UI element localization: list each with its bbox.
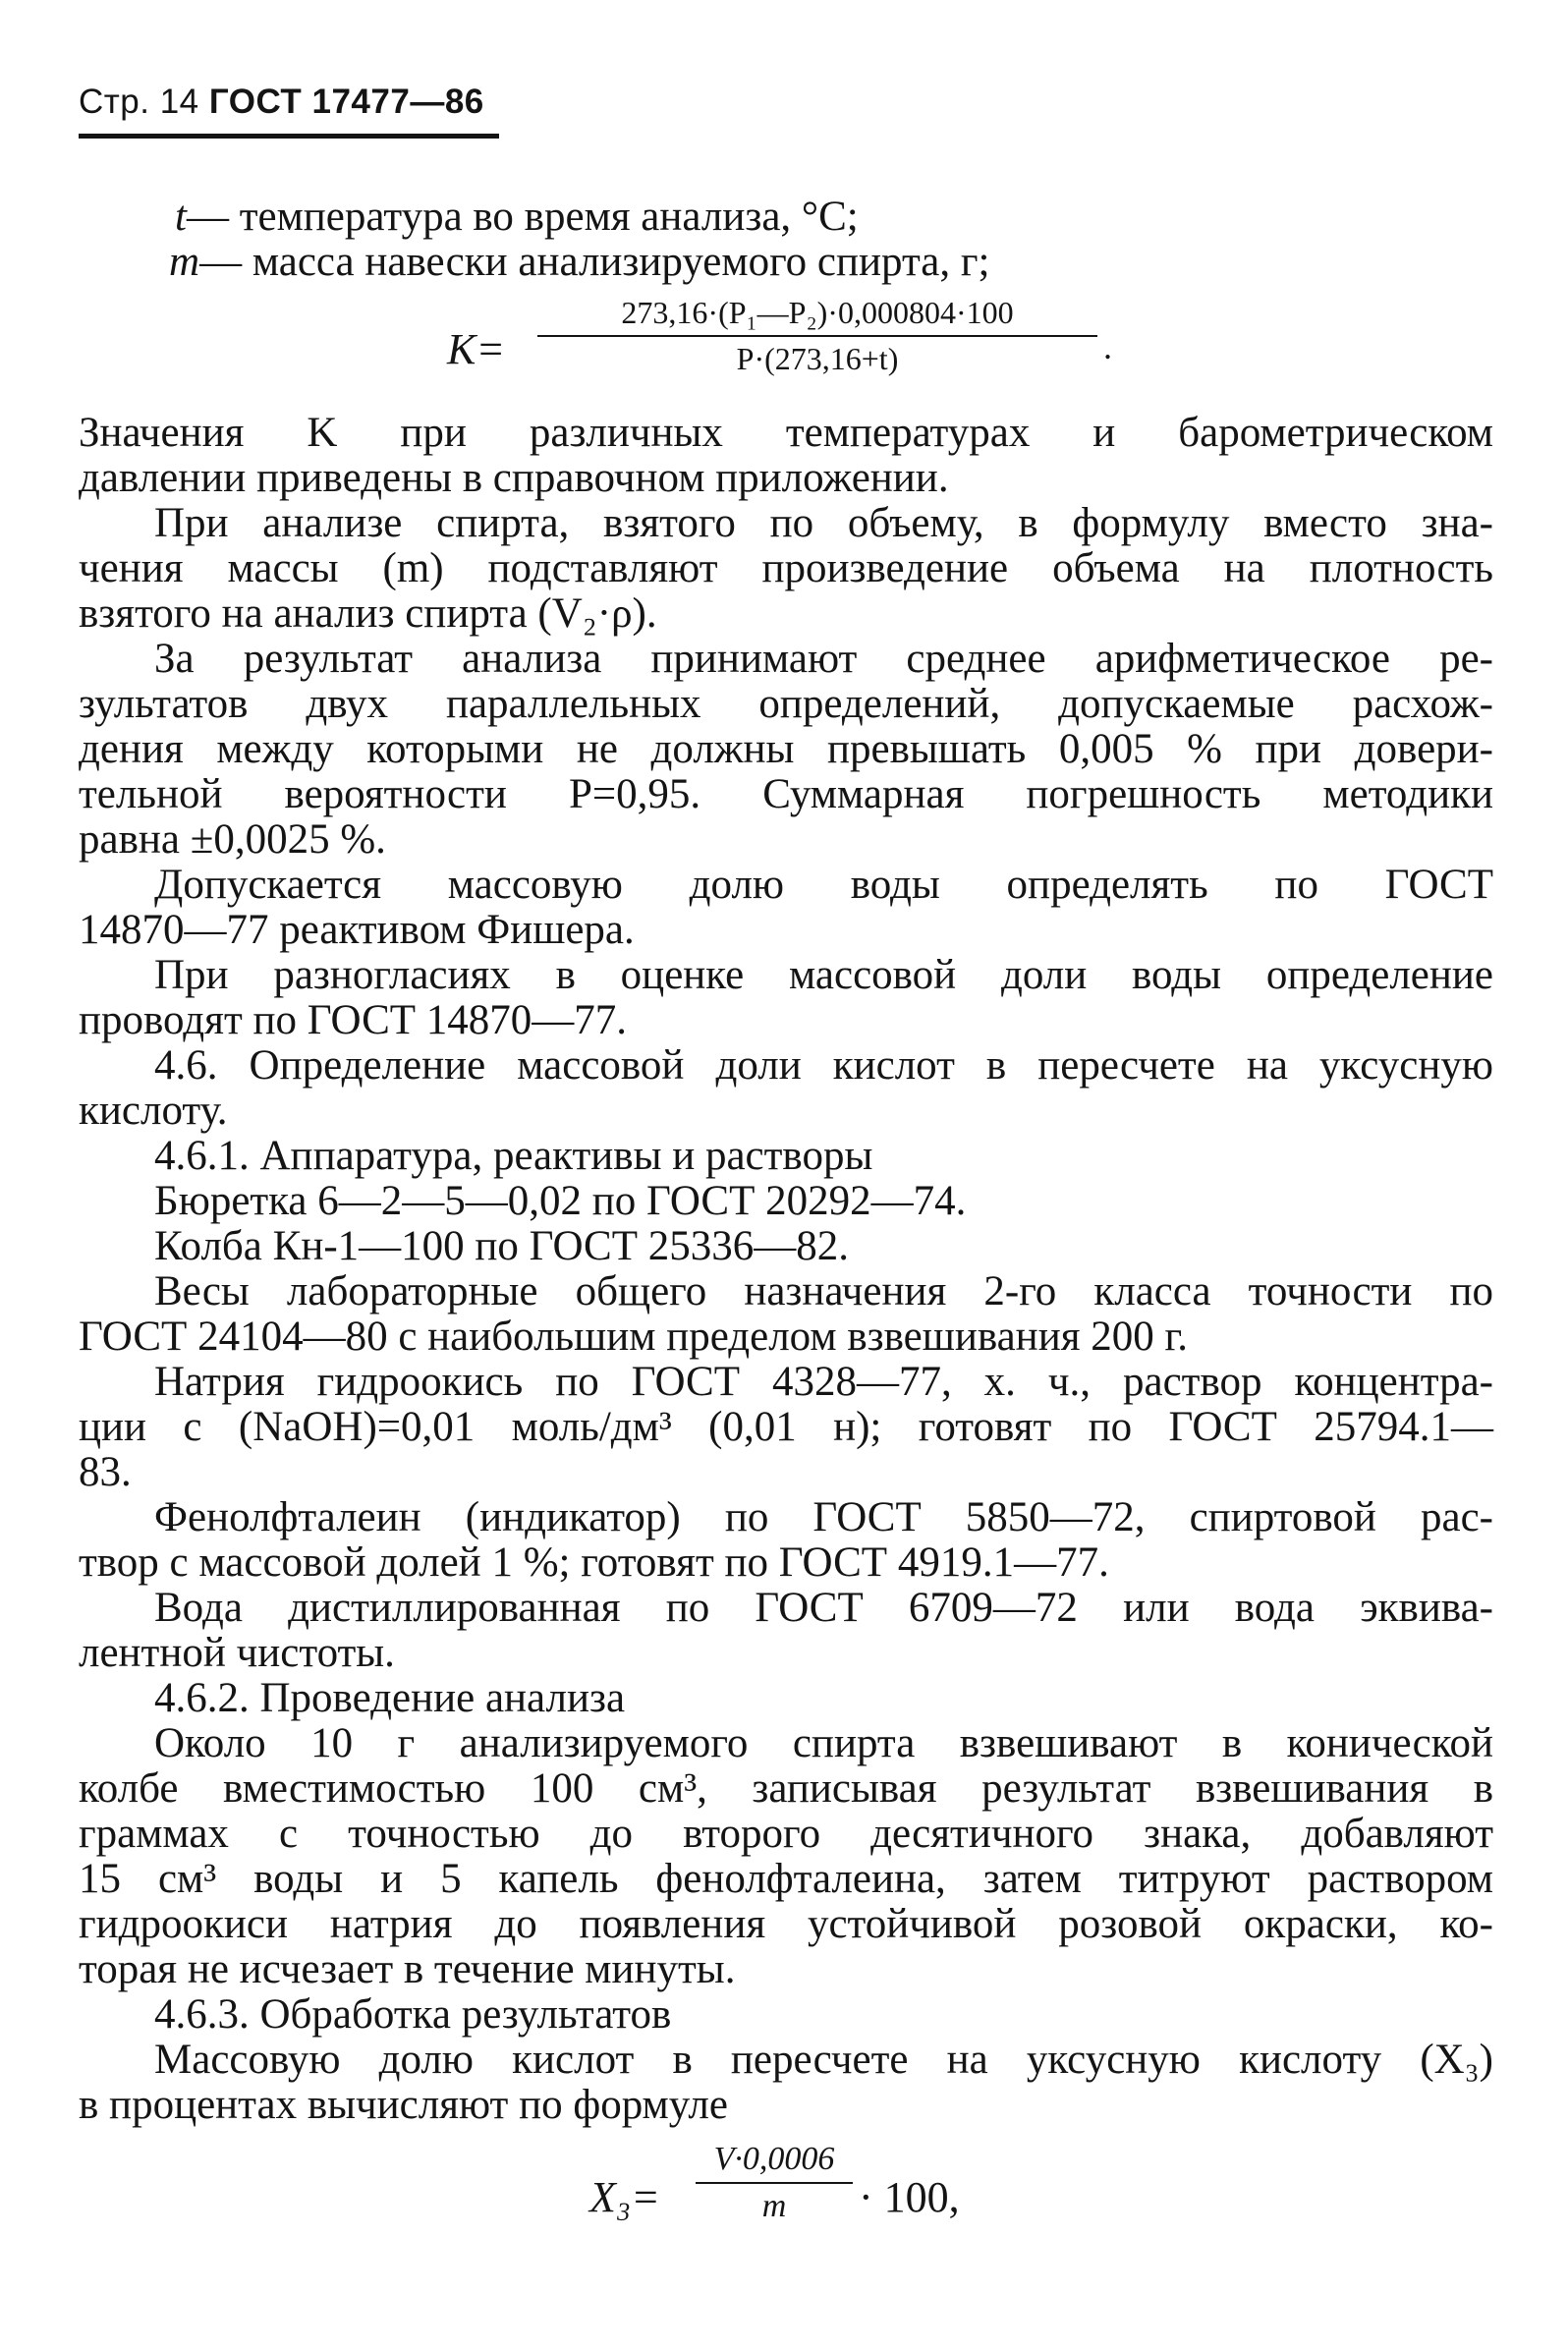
subsection-heading: 4.6.3. Обработка результатов <box>154 1991 672 2038</box>
text-line: Массовую долю кислот в пересчете на уксусную кислоту (X₃) <box>154 2037 1493 2083</box>
formula-k-bar <box>537 335 1097 337</box>
text-line: равна ±0,0025 %. <box>79 816 386 863</box>
text-line: взятого на анализ спирта (V₂·ρ). <box>79 590 657 637</box>
page-header <box>79 83 484 122</box>
text-line: проводят по ГОСТ 14870—77. <box>79 997 628 1043</box>
formula-x3-tail: · 100, <box>859 2173 960 2221</box>
definition-t-text: — температура во время анализа, °С; <box>186 194 859 240</box>
text-line: кислоту. <box>79 1088 228 1134</box>
subsection-heading: 4.6.1. Аппаратура, реактивы и растворы <box>154 1133 873 1179</box>
text-line: Колба Кн-1—100 по ГОСТ 25336—82. <box>154 1223 849 1269</box>
text-line: Натрия гидроокись по ГОСТ 4328—77, х. ч., раствор концентра- <box>154 1359 1493 1405</box>
text-line: колбе вместимостью 100 см³, записывая результат взвешивания в <box>79 1765 1493 1812</box>
formula-k <box>447 295 1112 393</box>
text-line: граммах с точностью до второго десятичного знака, добавляют <box>79 1811 1493 1857</box>
definition-m <box>169 240 1568 285</box>
text-line: При анализе спирта, взятого по объему, в формулу вместо зна- <box>154 500 1493 546</box>
text-line: За результат анализа принимают среднее арифметическое ре- <box>154 636 1493 682</box>
formula-k-lhs: K= <box>447 325 506 373</box>
text-line: чения массы (m) подставляют произведение объема на плотность <box>79 545 1493 591</box>
standard-number: ГОСТ 17477—86 <box>208 83 484 121</box>
text-line: 83. <box>79 1449 132 1495</box>
text-line: дения между которыми не должны превышать 0,005 % при довери- <box>79 726 1493 772</box>
text-line: Фенолфталеин (индикатор) по ГОСТ 5850—72, спиртовой рас- <box>154 1494 1493 1540</box>
text-line: Значения K при различных температурах и барометрическом <box>79 410 1493 456</box>
text-line: 15 см³ воды и 5 капель фенолфталеина, затем титруют раствором <box>79 1856 1493 1902</box>
text-line: ции c (NaOH)=0,01 моль/дм³ (0,01 н); готовят по ГОСТ 25794.1— <box>79 1404 1493 1450</box>
definition-m-text: — масса навески анализируемого спирта, г; <box>199 239 990 285</box>
text-line: 14870—77 реактивом Фишера. <box>79 907 635 953</box>
text-line: зультатов двух параллельных определений, допускаемые расхож- <box>79 681 1493 727</box>
text-line: Вода дистиллированная по ГОСТ 6709—72 или вода эквива- <box>154 1585 1493 1631</box>
section-heading: 4.6. Определение массовой доли кислот в пересчете на уксусную <box>154 1042 1493 1089</box>
text-line: торая не исчезает в течение минуты. <box>79 1946 736 1992</box>
formula-k-denominator: P·(273,16+t) <box>736 341 899 376</box>
formula-k-numerator: 273,16·(P₁—P₂)·0,000804·100 <box>621 295 1014 330</box>
symbol-t: t <box>175 194 187 240</box>
text-line: твор с массовой долей 1 %; готовят по ГОСТ 4919.1—77. <box>79 1539 1109 1586</box>
formula-x3-denominator: m <box>761 2188 787 2224</box>
text-line: При разногласиях в оценке массовой доли воды определение <box>154 952 1493 998</box>
formula-x3-bar <box>696 2182 853 2184</box>
subsection-heading: 4.6.2. Проведение анализа <box>154 1675 626 1721</box>
text-line: Около 10 г анализируемого спирта взвешивают в конической <box>154 1720 1493 1766</box>
formula-x3-numerator: V·0,0006 <box>713 2141 835 2177</box>
formula-k-fraction <box>537 295 1097 377</box>
formula-k-tail: . <box>1103 327 1112 366</box>
formula-x3-fraction <box>696 2141 853 2225</box>
text-line: Бюретка 6—2—5—0,02 по ГОСТ 20292—74. <box>154 1178 967 1224</box>
text-line: Допускается массовую долю воды определять по ГОСТ <box>154 862 1493 908</box>
text-line: лентной чистоты. <box>79 1630 395 1676</box>
definition-t <box>175 195 1568 240</box>
formula-x3-lhs: X₃= <box>589 2173 660 2221</box>
symbol-m: m <box>169 239 200 285</box>
text-line: ГОСТ 24104—80 с наибольшим пределом взвешивания 200 г. <box>79 1314 1189 1360</box>
formula-x3 <box>589 2137 1002 2245</box>
page-number: Стр. 14 <box>79 83 199 121</box>
header-rule <box>79 134 499 139</box>
text-line: Весы лабораторные общего назначения 2-го класса точности по <box>154 1268 1493 1314</box>
text-line: гидроокиси натрия до появления устойчивой розовой окраски, ко- <box>79 1901 1493 1947</box>
text-line: тельной вероятности P=0,95. Суммарная погрешность методики <box>79 771 1493 817</box>
text-line: в процентах вычисляют по формуле <box>79 2082 728 2128</box>
text-line: давлении приведены в справочном приложении. <box>79 455 949 501</box>
